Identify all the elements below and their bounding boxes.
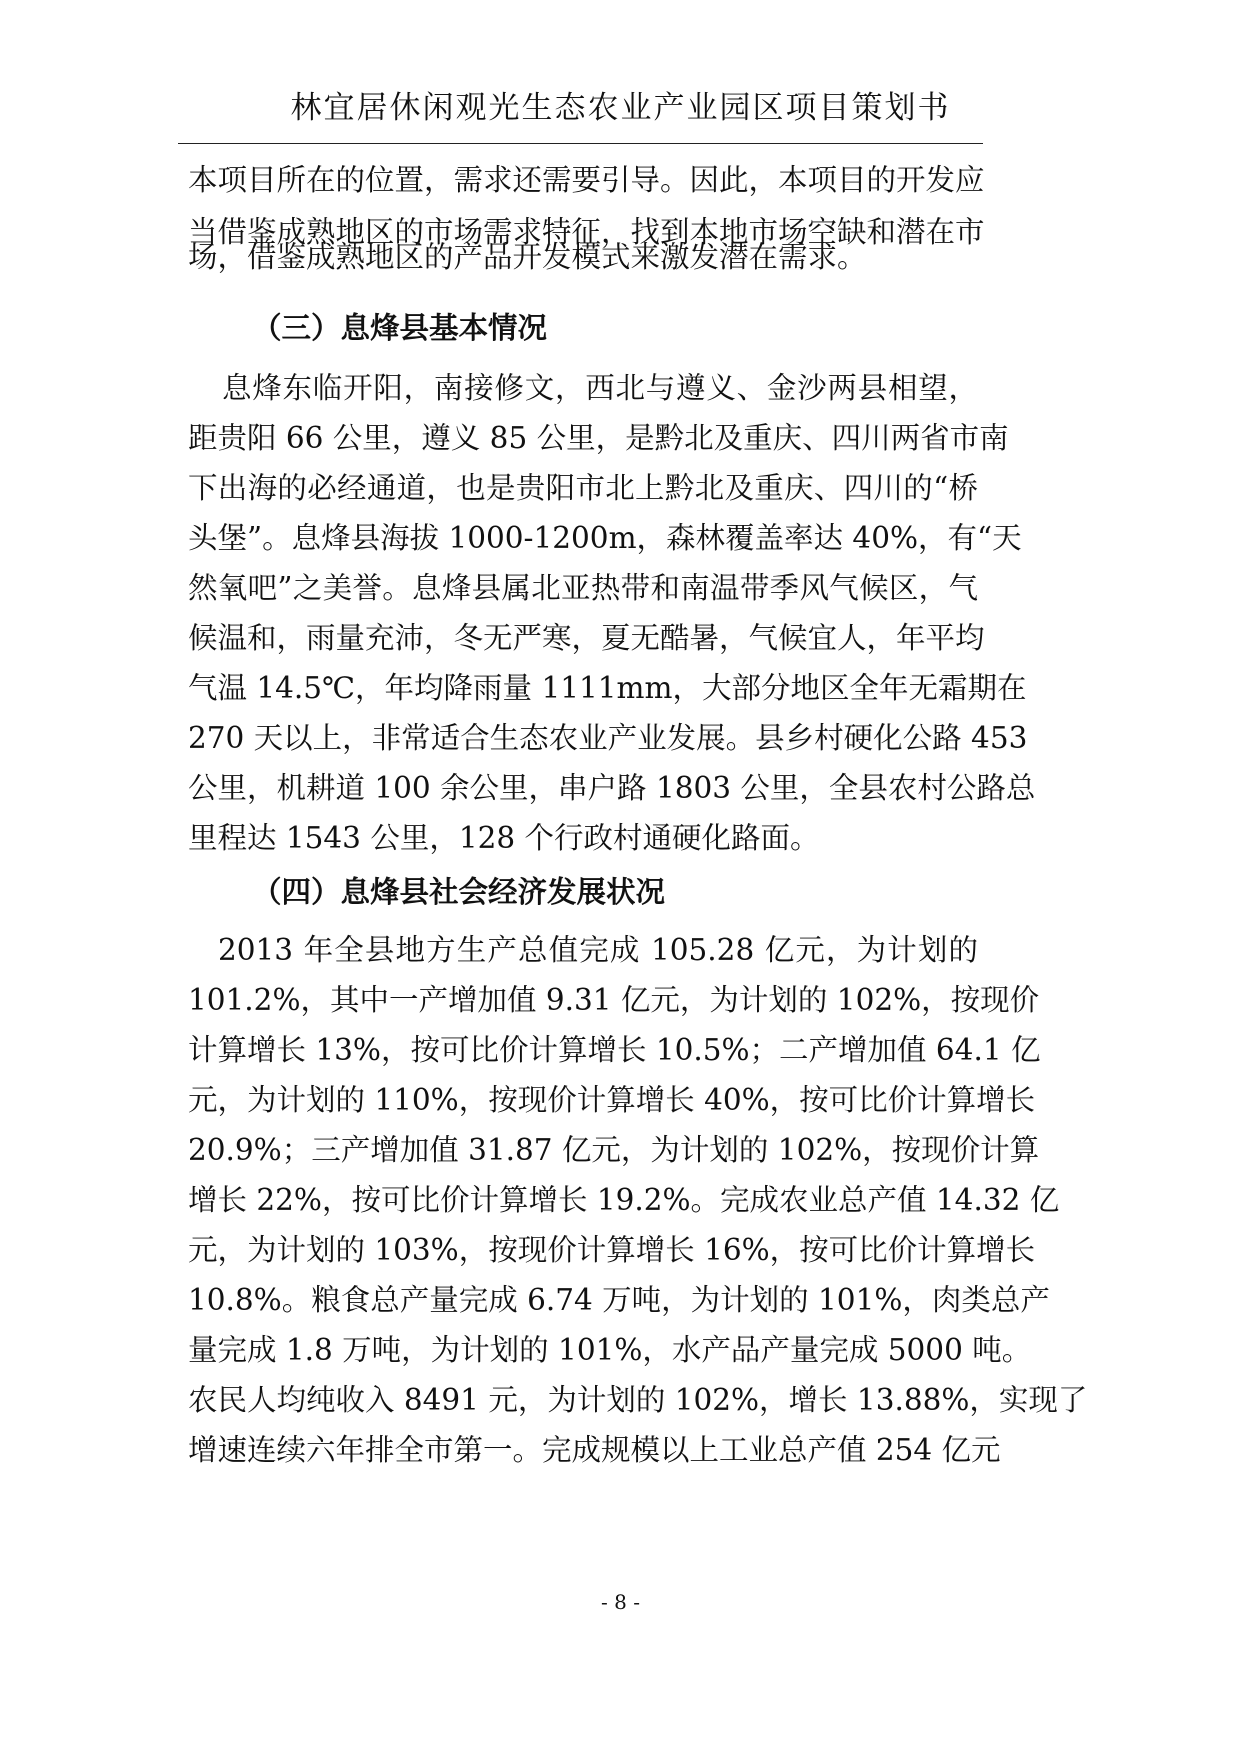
page-number: - 8 - xyxy=(601,1590,640,1614)
body-line: 农民人均纯收入 8491 元，为计划的 102%，增长 13.88%，实现了 xyxy=(188,1383,1088,1417)
body-line: 元，为计划的 110%，按现价计算增长 40%，按可比价计算增长 xyxy=(188,1083,1036,1117)
body-line: 本项目所在的位置，需求还需要引导。因此，本项目的开发应 xyxy=(188,163,985,197)
body-line: 头堡”。息烽县海拔 1000-1200m，森林覆盖率达 40%，有“天 xyxy=(188,521,1022,555)
running-header: 林宜居休闲观光生态农业产业园区项目策划书 xyxy=(290,90,951,126)
body-line: 场，借鉴成熟地区的产品开发模式来激发潜在需求。 xyxy=(188,240,867,274)
body-line: 270 天以上，非常适合生态农业产业发展。县乡村硬化公路 453 xyxy=(188,721,1028,755)
body-line: 距贵阳 66 公里，遵义 85 公里，是黔北及重庆、四川两省市南 xyxy=(188,421,1009,455)
body-line: 20.9%；三产增加值 31.87 亿元，为计划的 102%，按现价计算 xyxy=(188,1133,1040,1167)
section-heading: （三）息烽县基本情况 xyxy=(252,311,548,345)
body-line: 2013 年全县地方生产总值完成 105.28 亿元，为计划的 xyxy=(218,933,978,967)
header-divider xyxy=(178,143,983,144)
body-line: 下出海的必经通道，也是贵阳市北上黔北及重庆、四川的“桥 xyxy=(188,471,978,505)
body-line: 息烽东临开阳，南接修文，西北与遵义、金沙两县相望， xyxy=(222,371,978,405)
body-line: 当借鉴成熟地区的市场需求特征，找到本地市场空缺和潜在市 xyxy=(188,215,985,249)
body-line: 计算增长 13%，按可比价计算增长 10.5%；二产增加值 64.1 亿 xyxy=(188,1033,1041,1067)
body-line: 量完成 1.8 万吨，为计划的 101%，水产品产量完成 5000 吨。 xyxy=(188,1333,1032,1367)
body-line: 增速连续六年排全市第一。完成规模以上工业总产值 254 亿元 xyxy=(188,1433,1001,1467)
body-line: 101.2%，其中一产增加值 9.31 亿元，为计划的 102%，按现价 xyxy=(188,983,1040,1017)
body-line: 公里，机耕道 100 余公里，串户路 1803 公里，全县农村公路总 xyxy=(188,771,1036,805)
body-line: 元，为计划的 103%，按现价计算增长 16%，按可比价计算增长 xyxy=(188,1233,1036,1267)
body-line: 里程达 1543 公里，128 个行政村通硬化路面。 xyxy=(188,821,820,855)
section-heading: （四）息烽县社会经济发展状况 xyxy=(252,875,666,909)
body-line: 然氧吧”之美誉。息烽县属北亚热带和南温带季风气候区，气 xyxy=(188,571,978,605)
body-line: 气温 14.5℃，年均降雨量 1111mm，大部分地区全年无霜期在 xyxy=(188,671,1027,705)
body-line: 增长 22%，按可比价计算增长 19.2%。完成农业总产值 14.32 亿 xyxy=(188,1183,1060,1217)
body-line: 候温和，雨量充沛，冬无严寒，夏无酷暑，气候宜人，年平均 xyxy=(188,621,985,655)
body-line: 10.8%。粮食总产量完成 6.74 万吨，为计划的 101%，肉类总产 xyxy=(188,1283,1050,1317)
